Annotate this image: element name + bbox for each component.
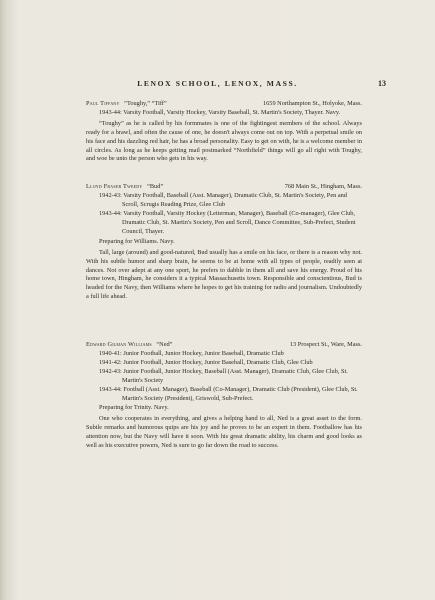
activity-line bbox=[86, 192, 362, 210]
activity-text: Varsity Football, Varsity Hockey, Varsity Baseball, St. Martin's Society, Thayer. Navy. bbox=[123, 108, 341, 116]
activity-text: Varsity Football, Varsity Hockey (Letterman, Manager), Baseball (Co-manager), Glee Club, Dramatic Club, St. Martin's Society, Pen and Scroll, Dance Committee, Sub-Prefect, Student Council, Thayer. bbox=[122, 210, 356, 235]
activity-text: Junior Football, Junior Hockey, Junior Baseball, Dramatic Club, Glee Club bbox=[123, 358, 313, 366]
page-number: 13 bbox=[378, 79, 386, 88]
student-nickname: “Bud” bbox=[147, 183, 164, 191]
student-entry bbox=[86, 183, 362, 302]
activity-line bbox=[86, 350, 362, 359]
section-gap bbox=[86, 321, 362, 341]
activity-line bbox=[86, 386, 362, 404]
activity-year: 1943-44: bbox=[99, 385, 122, 393]
activity-text: Varsity Football, Baseball (Asst. Manager), Dramatic Club, St. Martin's Society, Pen and Scroll, Scrugis Reading Prize, Glee Club bbox=[122, 192, 347, 209]
activity-text: Junior Football, Junior Hockey, Baseball (Asst. Manager), Dramatic Club, Glee Club, St. Martin's Society bbox=[122, 367, 348, 384]
student-name: Edward Gilman Williams bbox=[86, 341, 152, 349]
activity-year: 1942-43: bbox=[99, 192, 122, 200]
entry-heading bbox=[86, 183, 362, 192]
activity-line bbox=[86, 368, 362, 386]
entry-heading bbox=[86, 341, 362, 350]
running-head: LENOX SCHOOL, LENOX, MASS. bbox=[137, 79, 298, 88]
student-name: Lloyd Fraser Tweedy bbox=[86, 183, 143, 191]
activity-year: 1942-43: bbox=[99, 367, 122, 375]
biography-paragraph: Tall, large (around) and good-natured, Bud usually has a smile on his face, or there is a reason why not. With his subtle humor and sharp brain, he seems to be at home with all types of people, readily seen at dances. Not over adept at any one sport, he prefers to dabble in them all and save his energy. Proud of his home town, Hingham, he considers it a typical Massachusetts town. Responsible and conscientious, Bud is headed for the Navy, then Williams where he hopes to get his training for radio and journalism. Undoubtedly a full life ahead. bbox=[86, 248, 362, 301]
activity-year: 1943-44: bbox=[99, 210, 122, 218]
student-address: 13 Prospect St., Ware, Mass. bbox=[289, 341, 362, 349]
student-entry bbox=[86, 341, 362, 451]
activity-line bbox=[86, 109, 362, 118]
activity-year: 1941-42: bbox=[99, 358, 122, 366]
activity-text: Football (Asst. Manager), Baseball (Co-Manager), Dramatic Club (President), Glee Club, St. Martin's Society (President), Griswold, Sub-Prefect. bbox=[122, 385, 358, 402]
activity-line bbox=[86, 359, 362, 368]
preparing-line: Preparing for Williams. Navy. bbox=[99, 237, 175, 245]
page-header bbox=[0, 79, 435, 91]
activity-year: 1940-41: bbox=[99, 350, 122, 358]
student-address: 768 Main St., Hingham, Mass. bbox=[284, 183, 362, 191]
entry-heading bbox=[86, 100, 362, 109]
student-name: Paul Tiffany bbox=[86, 100, 120, 107]
student-nickname: “Ned” bbox=[156, 341, 173, 349]
preparing-line: Preparing for Trinity. Navy. bbox=[99, 404, 169, 412]
page-content bbox=[86, 100, 362, 451]
student-address: 1659 Northampton St., Holyoke, Mass. bbox=[263, 100, 362, 107]
activity-text: Junior Football, Junior Hockey, Junior Baseball, Dramatic Club bbox=[123, 350, 284, 358]
biography-paragraph: “Toughy” as he is called by his formmates is one of the fightingest members of the school. Always ready for a brawl, and often the cause of one, he doesn't always come out on top. With a perpetual smile on his face and his dazzling red hair, he has a broad personality. Easy to get on with, he is a welcome member in all circles. As long as he keeps getting mail postmarked “Northfield” things will go all right with Toughy, and woe be unto the person who gets in his way. bbox=[86, 119, 362, 163]
activity-year: 1943-44: bbox=[99, 108, 122, 116]
biography-paragraph: One who cooperates in everything, and gives a helping hand to all, Ned is a great asset to the form. Subtle remarks and humorous quips are his joy and he proves to be an expert in them. Footballow has his attention now, but the Navy will have it soon. With his great dramatic ability, his charm and good looks as well as his executive powers, Ned is sure to go far down the road to success. bbox=[86, 415, 362, 450]
activity-line bbox=[86, 210, 362, 237]
student-entry bbox=[86, 100, 362, 164]
student-nickname: “Toughy,” “Tiff” bbox=[124, 100, 167, 107]
